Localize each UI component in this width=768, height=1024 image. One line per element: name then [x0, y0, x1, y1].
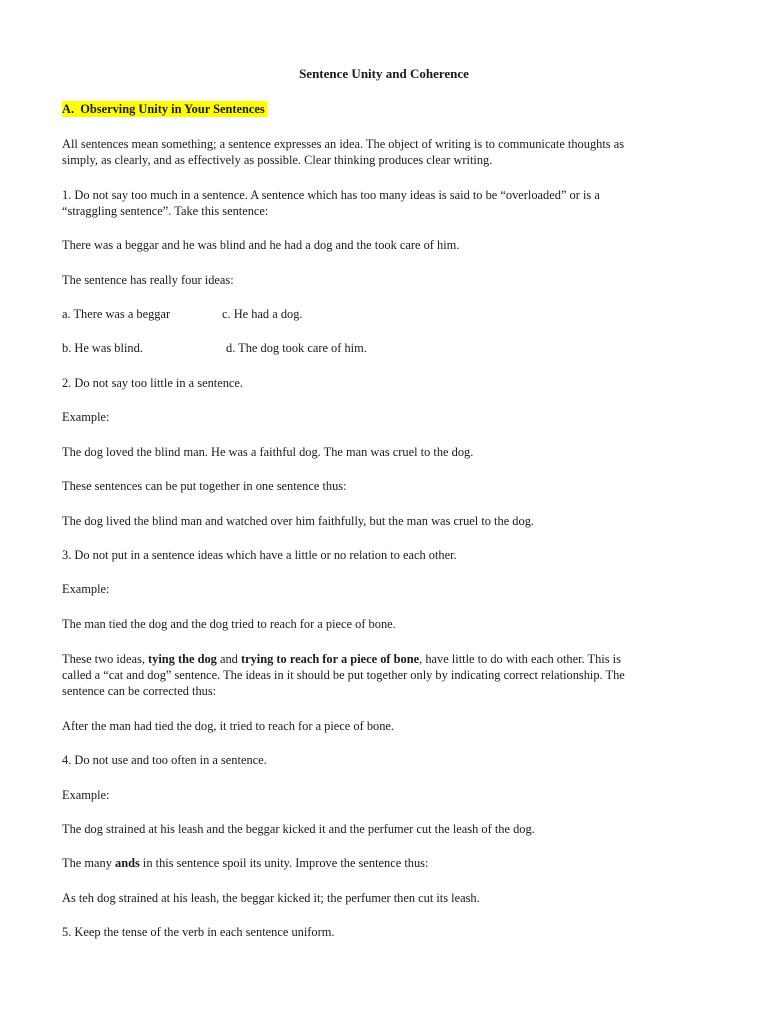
idea-a: a. There was a beggar [62, 307, 171, 321]
idea-d: d. The dog took care of him. [226, 341, 367, 355]
idea-row-1 [62, 306, 712, 322]
rule4-p-bold: ands [115, 856, 140, 870]
idea-b: b. He was blind. [62, 341, 143, 355]
rule3-p-bold-1: tying the dog [148, 652, 217, 666]
rule4-example: The dog strained at his leash and the beggar kicked it and the perfumer cut the leash of the dog. [62, 822, 535, 836]
rule2-together: These sentences can be put together in one sentence thus: [62, 479, 347, 493]
rule4-example-label: Example: [62, 788, 110, 802]
section-a-letter: A. [62, 102, 75, 116]
rule3-example: The man tied the dog and the dog tried to reach for a piece of bone. [62, 617, 396, 631]
rule3-corrected: After the man had tied the dog, it tried to reach for a piece of bone. [62, 719, 395, 733]
rule3-paragraph-line-1 [62, 651, 712, 667]
page-title: Sentence Unity and Coherence [299, 66, 469, 81]
rule5-text: 5. Keep the tense of the verb in each sentence uniform. [62, 925, 335, 939]
rule2-combined: The dog lived the blind man and watched over him faithfully, but the man was cruel to the dog. [62, 514, 534, 528]
section-a-title: Observing Unity in Your Sentences [80, 102, 265, 116]
idea-c: c. He had a dog. [222, 307, 303, 321]
rule4-text: 4. Do not use and too often in a sentence. [62, 753, 267, 767]
rule3-p-bold-2: trying to reach for a piece of bone [240, 652, 420, 666]
rule3-p-text-2: and [216, 652, 241, 666]
idea-row-2 [62, 340, 712, 356]
rule1-line-2: “straggling sentence”. Take this sentence: [62, 204, 269, 218]
intro-line-2: simply, as clearly, and as effectively as possible. Clear thinking produces clear writing. [62, 153, 493, 167]
rule2-example-label: Example: [62, 410, 110, 424]
rule1-example: There was a beggar and he was blind and he had a dog and the took care of him. [62, 238, 460, 252]
rule1-four-ideas: The sentence has really four ideas: [62, 273, 234, 287]
rule4-improved: As teh dog strained at his leash, the beggar kicked it; the perfumer then cut its leash. [62, 891, 480, 905]
rule3-paragraph-line-3: sentence can be corrected thus: [62, 684, 217, 698]
rule3-example-label: Example: [62, 582, 110, 596]
section-a-highlight [62, 101, 267, 117]
section-a-heading [62, 101, 712, 117]
intro-line-1: All sentences mean something; a sentence expresses an idea. The object of writing is to communicate thoughts as [62, 137, 625, 151]
rule4-paragraph [62, 855, 712, 871]
rule4-p-text-2: in this sentence spoil its unity. Improve the sentence thus: [139, 856, 429, 870]
rule3-text: 3. Do not put in a sentence ideas which have a little or no relation to each other. [62, 548, 457, 562]
rule1-line-1: 1. Do not say too much in a sentence. A sentence which has too many ideas is said to be “overloaded” or is a [62, 188, 600, 202]
rule2-example: The dog loved the blind man. He was a faithful dog. The man was cruel to the dog. [62, 445, 474, 459]
rule3-p-text-1: These two ideas, [62, 652, 149, 666]
rule3-paragraph-line-2: called a “cat and dog” sentence. The ideas in it should be put together only by indicating correct relationship. The [62, 668, 625, 682]
rule2-text: 2. Do not say too little in a sentence. [62, 376, 244, 390]
rule4-p-text-1: The many [62, 856, 115, 870]
rule3-p-text-3: , have little to do with each other. This is [419, 652, 621, 666]
